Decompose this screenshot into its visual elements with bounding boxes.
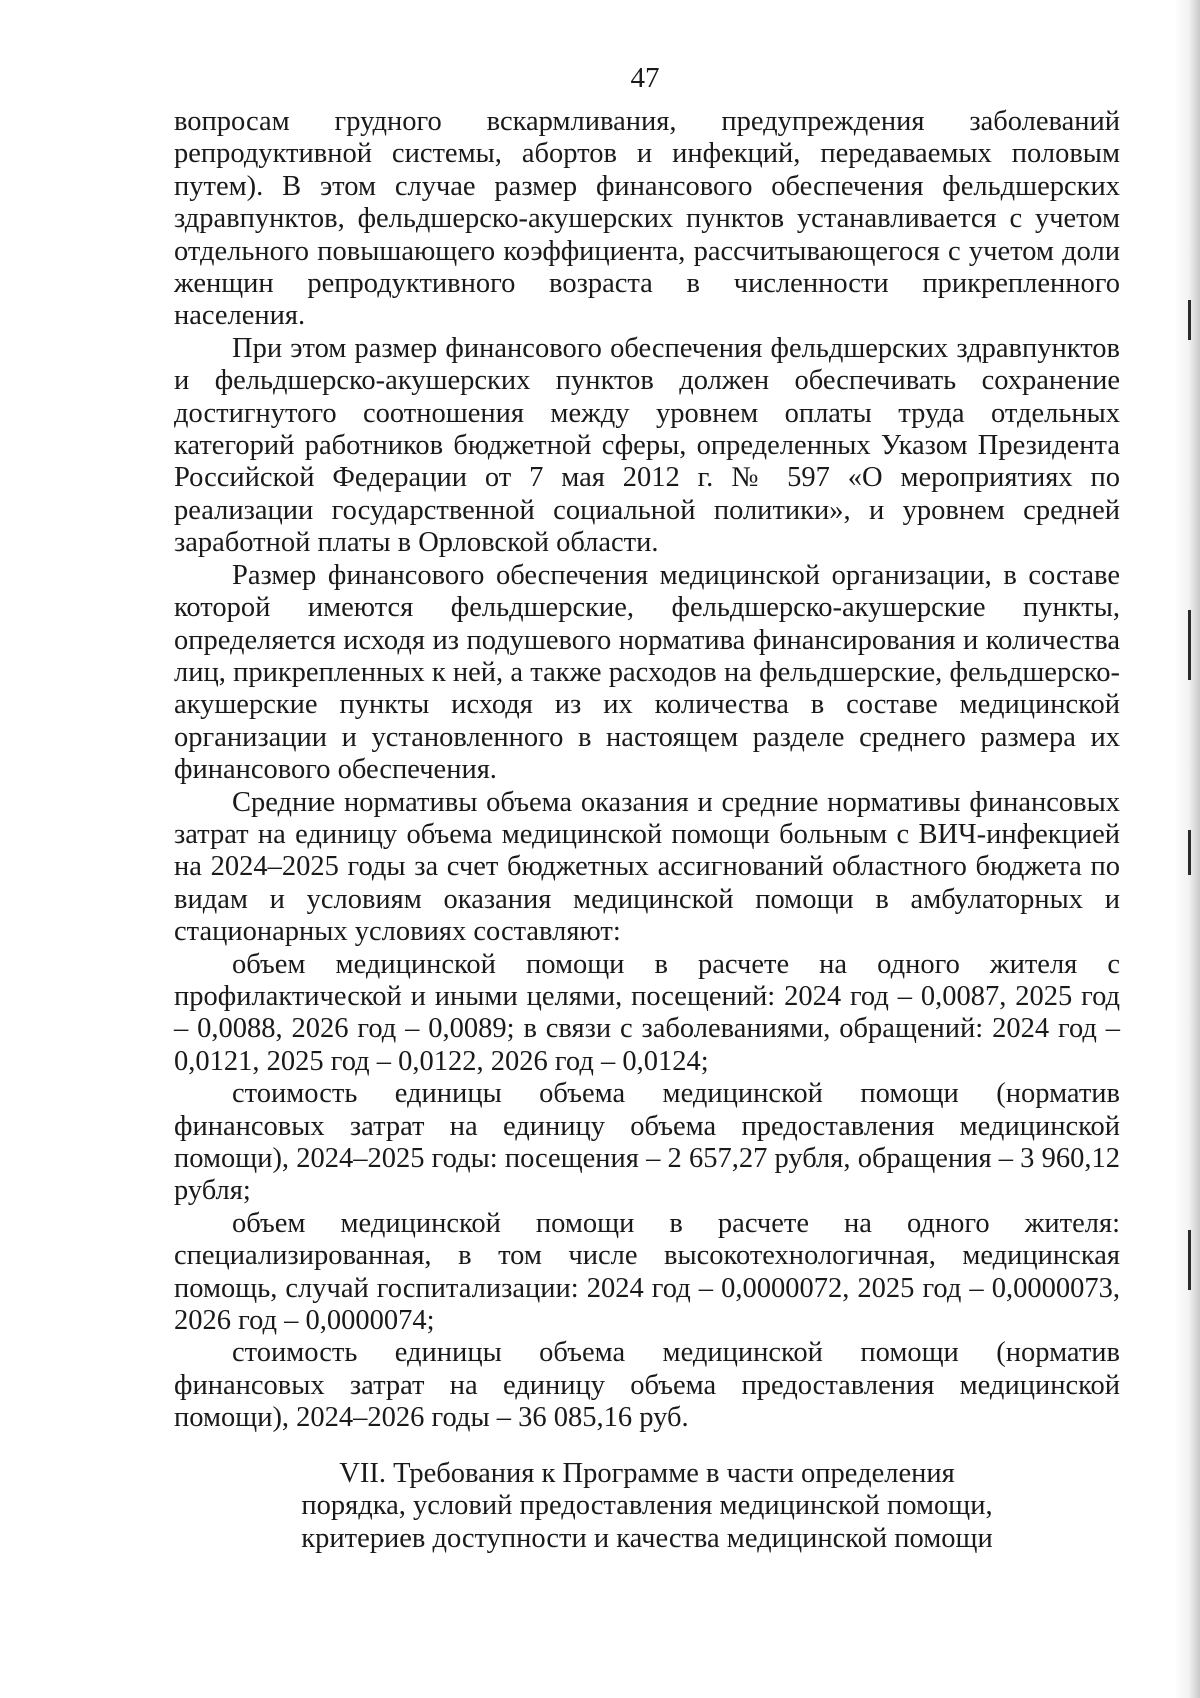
paragraph: стоимость единицы объема медицинской помощи (норматив финансовых затрат на единицу объема предоставления медицинской помощи), 2024–2025 годы: посещения – 2 657,27 рубля, обращения – 3 960,12 рубля; (174, 1078, 1120, 1207)
scan-edge-mark (1188, 300, 1191, 340)
scan-edge-mark (1188, 1230, 1191, 1290)
section-heading-line: порядка, условий предоставления медицинской помощи, (301, 1490, 993, 1522)
section-heading-line: VII. Требования к Программе в части определения (339, 1458, 955, 1489)
scan-edge-mark (1188, 830, 1191, 875)
paragraph: Размер финансового обеспечения медицинской организации, в составе которой имеются фельдшерские, фельдшерско-акушерские пункты, определяется исходя из подушевого норматива финансирования и количества лиц, прикрепленных к ней, а также расходов на фельдшерские, фельдшерско-акушерские пункты исходя из их количества в составе медицинской организации и установленного в настоящем разделе среднего размера их финансового обеспечения. (174, 559, 1120, 786)
scan-edge-shadow (1174, 0, 1200, 1698)
paragraph: объем медицинской помощи в расчете на одного жителя: специализированная, в том числе высокотехнологичная, медицинская помощь, случай госпитализации: 2024 год – 0,0000072, 2025 год – 0,0000073, 2026 год – 0,0000074; (174, 1207, 1120, 1337)
section-heading (174, 1458, 1120, 1555)
paragraph: Средние нормативы объема оказания и средние нормативы финансовых затрат на единицу объема медицинской помощи больным с ВИЧ-инфекцией на 2024–2025 годы за счет бюджетных ассигнований областного бюджета по видам и условиям оказания медицинской помощи в амбулаторных и стационарных условиях составляют: (174, 786, 1120, 948)
section-heading-line: критериев доступности и качества медицинской помощи (301, 1522, 993, 1554)
paragraph: вопросам грудного вскармливания, предупреждения заболеваний репродуктивной системы, абортов и инфекций, передаваемых половым путем). В этом случае размер финансового обеспечения фельдшерских здравпунктов, фельдшерско-акушерских пунктов устанавливается с учетом отдельного повышающего коэффициента, рассчитывающегося с учетом доли женщин репродуктивного возраста в численности прикрепленного населения. (174, 106, 1120, 332)
paragraph: стоимость единицы объема медицинской помощи (норматив финансовых затрат на единицу объема предоставления медицинской помощи), 2024–2026 годы – 36 085,16 руб. (174, 1337, 1120, 1434)
page-number: 47 (630, 62, 660, 94)
paragraph: объем медицинской помощи в расчете на одного жителя с профилактической и иными целями, посещений: 2024 год – 0,0087, 2025 год – 0,0088, 2026 год – 0,0089; в связи с заболеваниями, обращений: 2024 год – 0,0121, 2025 год – 0,0122, 2026 год – 0,0124; (174, 948, 1120, 1077)
paragraph: При этом размер финансового обеспечения фельдшерских здравпунктов и фельдшерско-акушерских пунктов должен обеспечивать сохранение достигнутого соотношения между уровнем оплаты труда отдельных категорий работников бюджетной сферы, определенных Указом Президента Российской Федерации от 7 мая 2012 г. № 597 «О мероприятиях по реализации государственной социальной политики», и уровнем средней заработной платы в Орловской области. (174, 332, 1120, 559)
document-body (174, 106, 1120, 1435)
scan-edge-mark (1188, 610, 1191, 680)
